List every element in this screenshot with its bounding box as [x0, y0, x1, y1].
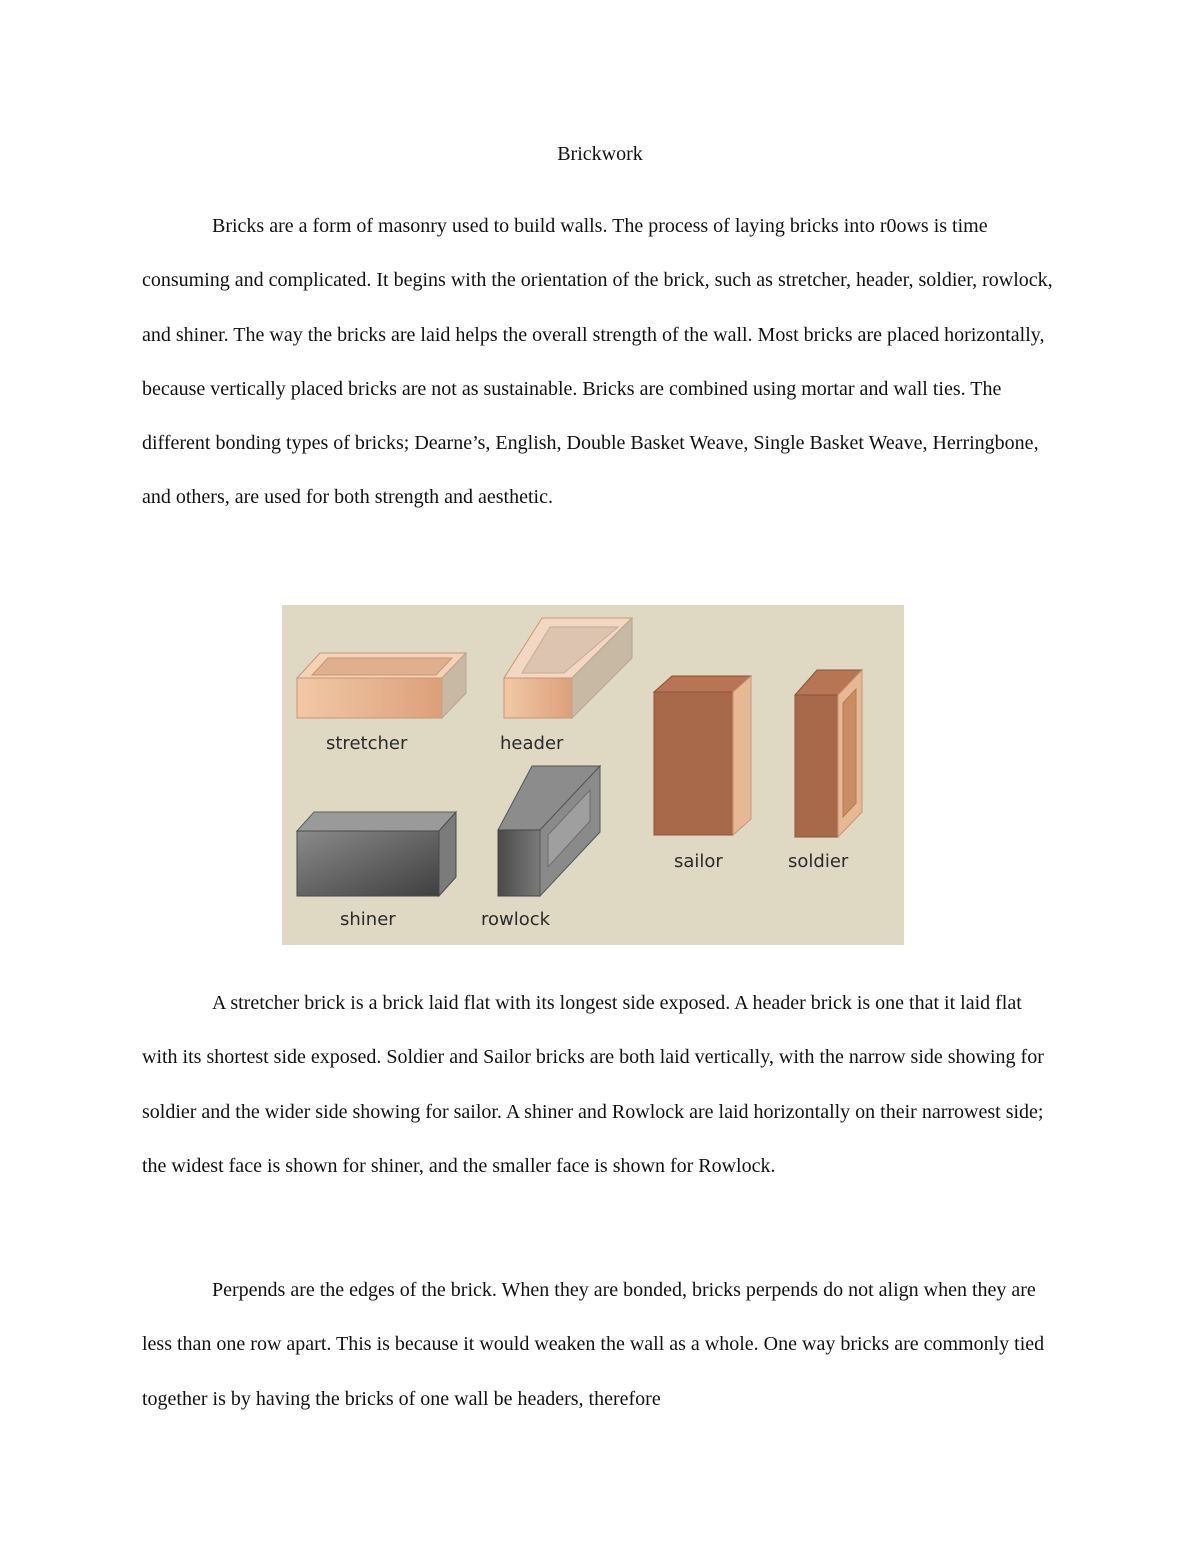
brick-orientations-illustration — [282, 605, 904, 945]
rowlock-brick-icon — [498, 766, 600, 896]
shiner-brick-icon — [297, 812, 456, 896]
paragraph-intro: Bricks are a form of masonry used to build walls. The process of laying bricks into r0ows is time consuming and complicated. It begins with the orientation of the brick, such as stretcher, header, soldier, rowlock, and shiner. The way the bricks are laid helps the overall strength of the wall. Most bricks are placed horizontally, because vertically placed bricks are not as sustainable. Bricks are combined using mortar and wall ties. The different bonding types of bricks; Dearne’s, English, Double Basket Weave, Single Basket Weave, Herringbone, and others, are used for both strength and aesthetic. — [142, 215, 1053, 509]
paragraph-orientations: A stretcher brick is a brick laid flat with its longest side exposed. A header brick is one that it laid flat with its shortest side exposed. Soldier and Sailor bricks are both laid vertically, with the narrow side showing for soldier and the wider side showing for sailor. A shiner and Rowlock are laid horizontally on their narrowest side; the widest face is shown for shiner, and the smaller face is shown for Rowlock. — [142, 992, 1044, 1177]
stretcher-brick-icon — [297, 653, 466, 718]
paragraph-perpends: Perpends are the edges of the brick. When they are bonded, bricks perpends do not align when they are less than one row apart. This is because it would weaken the wall as a whole. One way bricks are commonly tied together is by having the bricks of one wall be headers, therefore — [142, 1279, 1045, 1410]
header-brick-icon — [504, 618, 632, 718]
sailor-label: sailor — [674, 851, 723, 872]
soldier-brick-icon — [795, 670, 862, 837]
soldier-label: soldier — [788, 851, 849, 872]
brick-orientations-figure — [282, 605, 904, 945]
stretcher-label: stretcher — [326, 733, 408, 754]
sailor-brick-icon — [654, 676, 751, 835]
shiner-label: shiner — [340, 909, 396, 930]
document-title: Brickwork — [557, 143, 643, 165]
header-label: header — [500, 733, 564, 754]
rowlock-label: rowlock — [481, 909, 551, 930]
